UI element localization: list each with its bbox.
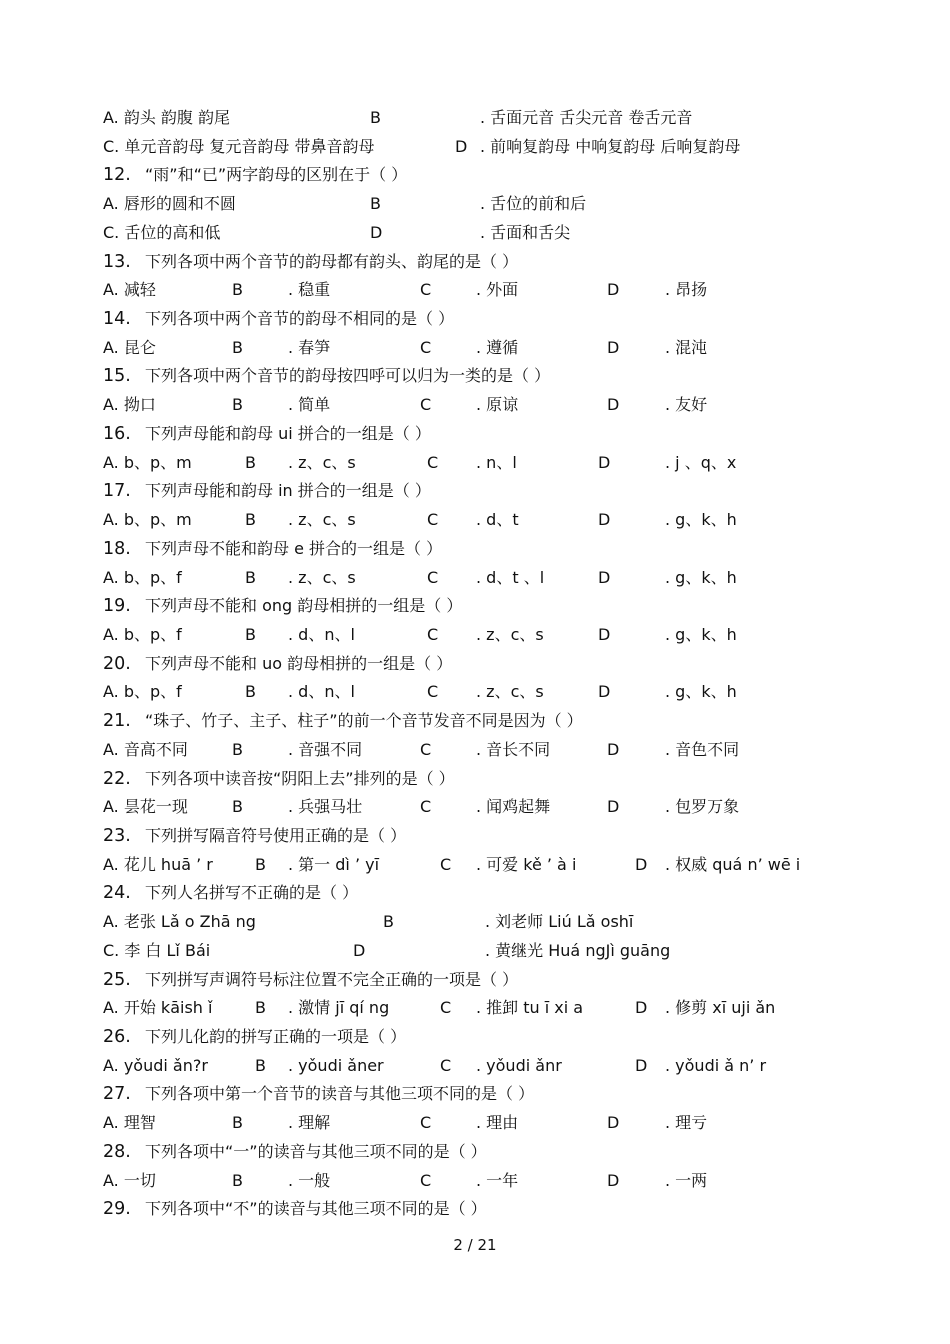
option-letter: D (455, 136, 468, 156)
option-text: . 理亏 (665, 1113, 708, 1133)
option-text: . g、k、h (665, 682, 737, 702)
question-line (0, 707, 950, 735)
option-text: . j 、q、x (665, 452, 737, 472)
option-text: . 理解 (288, 1113, 331, 1133)
option-line (0, 937, 950, 965)
option-text: . 原谅 (476, 395, 519, 415)
option-letter: B (245, 510, 256, 530)
option-letter: B (245, 567, 256, 587)
question-number: 13. (103, 251, 131, 272)
option-text: . 前响复韵母 中响复韵母 后响复韵母 (480, 136, 741, 156)
option-letter: D (353, 940, 366, 960)
option-text: A. 昙花一现 (103, 797, 188, 817)
option-line (0, 908, 950, 936)
option-letter: C (420, 395, 432, 415)
question-number: 16. (103, 423, 131, 444)
option-text: . 第一 dì ’ yī (288, 854, 380, 874)
option-text: . 混沌 (665, 337, 708, 357)
option-text: . d、t 、l (476, 567, 545, 587)
option-letter: D (607, 797, 620, 817)
option-line (0, 564, 950, 592)
question-number: 17. (103, 481, 131, 502)
option-line (0, 678, 950, 706)
question-number: 29. (103, 1199, 131, 1220)
question-text: “雨”和“已”两字韵母的区别在于（ ） (145, 165, 408, 185)
option-text: . 修剪 xī uji ǎn (665, 998, 776, 1018)
question-number: 26. (103, 1027, 131, 1048)
option-line (0, 190, 950, 218)
option-text: . 舌面和舌尖 (480, 222, 571, 242)
question-text: 下列各项中“一”的读音与其他三项不同的是（ ） (145, 1141, 487, 1161)
option-text: . g、k、h (665, 624, 737, 644)
option-text: . 稳重 (288, 280, 331, 300)
question-line (0, 765, 950, 793)
option-text: A. 一切 (103, 1170, 156, 1190)
option-letter: C (420, 739, 432, 759)
question-line (0, 592, 950, 620)
question-text: 下列声母能和韵母 in 拼合的一组是（ ） (145, 481, 431, 501)
question-line (0, 305, 950, 333)
option-letter: C (427, 624, 439, 644)
question-line (0, 966, 950, 994)
option-letter: D (598, 567, 611, 587)
question-line (0, 248, 950, 276)
option-text: . 舌面元音 舌尖元音 卷舌元音 (480, 108, 693, 127)
option-text: . z、c、s (288, 567, 356, 587)
option-letter: D (607, 739, 620, 759)
option-text: . g、k、h (665, 567, 737, 587)
option-text: . 昂扬 (665, 280, 708, 300)
option-letter: C (420, 797, 432, 817)
option-text: A. b、p、m (103, 452, 192, 472)
option-line (0, 334, 950, 362)
option-letter: B (370, 194, 381, 214)
question-text: 下列各项中两个音节的韵母按四呼可以归为一类的是（ ） (145, 366, 551, 386)
option-letter: C (420, 280, 432, 300)
option-letter: B (232, 395, 243, 415)
option-text: . 外面 (476, 280, 519, 300)
option-letter: B (232, 797, 243, 817)
option-letter: D (598, 510, 611, 530)
option-letter: D (607, 395, 620, 415)
option-line (0, 449, 950, 477)
option-letter: B (255, 1055, 266, 1075)
option-letter: C (440, 854, 452, 874)
option-letter: C (427, 567, 439, 587)
option-text: . d、n、l (288, 624, 355, 644)
question-text: 下列声母不能和 ong 韵母相拼的一组是（ ） (145, 596, 463, 616)
option-letter: D (598, 682, 611, 702)
option-letter: B (245, 452, 256, 472)
option-letter: D (635, 998, 648, 1018)
option-line (0, 621, 950, 649)
option-letter: D (635, 854, 648, 874)
option-letter: D (607, 1113, 620, 1133)
question-text: “珠子、竹子、主子、柱子”的前一个音节发音不同是因为（ ） (145, 711, 583, 731)
question-line (0, 1195, 950, 1223)
option-text: . 黄继光 Huá ngJì guāng (485, 940, 671, 960)
option-letter: C (420, 1170, 432, 1190)
option-text: . 权威 quá n’ wē i (665, 854, 801, 874)
option-text: A. 拗口 (103, 395, 156, 415)
option-text: . z、c、s (476, 624, 544, 644)
question-text: 下列声母能和韵母 ui 拼合的一组是（ ） (145, 423, 431, 443)
option-text: A. 减轻 (103, 280, 156, 300)
question-text: 下列人名拼写不正确的是（ ） (145, 883, 359, 903)
question-text: 下列声母不能和 uo 韵母相拼的一组是（ ） (145, 653, 453, 673)
question-text: 下列各项中读音按“阴阳上去”排列的是（ ） (145, 768, 455, 788)
option-letter: B (232, 1113, 243, 1133)
option-text: . 一两 (665, 1170, 708, 1190)
option-text: . 春笋 (288, 337, 331, 357)
option-text: . 激情 jī qí ng (288, 998, 390, 1018)
option-text: . n、l (476, 452, 517, 472)
question-number: 20. (103, 653, 131, 674)
option-letter: D (607, 337, 620, 357)
option-line (0, 133, 950, 161)
option-letter: D (370, 222, 383, 242)
question-text: 下列各项中“不”的读音与其他三项不同的是（ ） (145, 1199, 487, 1219)
option-text: . g、k、h (665, 510, 737, 530)
option-text: . 一年 (476, 1170, 519, 1190)
option-text: A. b、p、f (103, 682, 182, 702)
question-text: 下列拼写声调符号标注位置不完全正确的一项是（ ） (145, 969, 519, 989)
option-line (0, 736, 950, 764)
option-text: A. b、p、f (103, 624, 182, 644)
option-letter: D (598, 624, 611, 644)
option-line (0, 506, 950, 534)
question-text: 下列儿化韵的拼写正确的一项是（ ） (145, 1027, 407, 1047)
option-text: . 理由 (476, 1113, 519, 1133)
question-number: 18. (103, 538, 131, 559)
question-line (0, 650, 950, 678)
option-letter: C (427, 452, 439, 472)
question-number: 28. (103, 1141, 131, 1162)
option-text: . 音强不同 (288, 739, 363, 759)
question-number: 25. (103, 969, 131, 990)
question-text: 下列各项中两个音节的韵母都有韵头、韵尾的是（ ） (145, 251, 519, 271)
question-number: 23. (103, 826, 131, 846)
question-line (0, 161, 950, 189)
question-line (0, 477, 950, 505)
option-text: . 兵强马壮 (288, 797, 363, 817)
question-number: 12. (103, 165, 131, 186)
option-text: C. 单元音韵母 复元音韵母 带鼻音韵母 (103, 136, 375, 156)
question-text: 下列各项中两个音节的韵母不相同的是（ ） (145, 309, 455, 329)
question-line (0, 362, 950, 390)
question-number: 19. (103, 596, 131, 617)
option-letter: C (427, 510, 439, 530)
question-number: 15. (103, 366, 131, 387)
page-number: 2 / 21 (453, 1236, 497, 1254)
option-text: A. 花儿 huā ’ r (103, 854, 213, 874)
option-text: A. 唇形的圆和不圆 (103, 194, 236, 214)
option-text: . 简单 (288, 395, 331, 415)
option-letter: C (440, 1055, 452, 1075)
question-line (0, 420, 950, 448)
option-text: . 音长不同 (476, 739, 551, 759)
option-text: . 舌位的前和后 (480, 194, 587, 214)
question-line (0, 1080, 950, 1108)
option-letter: D (607, 280, 620, 300)
question-line (0, 879, 950, 907)
option-text: C. 舌位的高和低 (103, 222, 221, 242)
option-text: . d、t (476, 510, 519, 530)
option-text: A. b、p、f (103, 567, 182, 587)
option-letter: C (440, 998, 452, 1018)
option-text: A. 昆仑 (103, 337, 156, 357)
option-letter: B (255, 998, 266, 1018)
option-letter: C (420, 1113, 432, 1133)
option-text: . 闻鸡起舞 (476, 797, 551, 817)
option-line (0, 104, 950, 132)
option-line (0, 851, 950, 879)
option-letter: C (427, 682, 439, 702)
option-text: . 音色不同 (665, 739, 740, 759)
option-text: . 刘老师 Liú Lǎ oshī (485, 912, 634, 932)
option-letter: D (598, 452, 611, 472)
option-text: . 友好 (665, 395, 708, 415)
option-letter: B (232, 739, 243, 759)
option-text: . 包罗万象 (665, 797, 740, 817)
option-letter: B (255, 854, 266, 874)
option-letter: B (245, 624, 256, 644)
option-text: A. 音高不同 (103, 739, 188, 759)
option-line (0, 276, 950, 304)
option-text: . yǒudi ǎ n’ r (665, 1055, 767, 1075)
option-text: . z、c、s (288, 452, 356, 472)
option-letter: B (232, 280, 243, 300)
option-line (0, 391, 950, 419)
option-line (0, 1167, 950, 1195)
question-text: 下列各项中第一个音节的读音与其他三项不同的是（ ） (145, 1084, 535, 1104)
option-text: . 遵循 (476, 337, 519, 357)
option-letter: C (420, 337, 432, 357)
option-line (0, 1109, 950, 1137)
question-line (0, 822, 950, 850)
option-text: . 一般 (288, 1170, 331, 1190)
option-text: A. b、p、m (103, 510, 192, 530)
question-line (0, 1138, 950, 1166)
option-text: . 可爱 kě ’ à i (476, 854, 577, 874)
option-line (0, 994, 950, 1022)
option-letter: D (607, 1170, 620, 1190)
option-text: . 推卸 tu ī xi a (476, 998, 584, 1018)
option-text: C. 李 白 Lǐ Bái (103, 940, 211, 960)
option-letter: B (370, 108, 381, 127)
question-number: 27. (103, 1084, 131, 1105)
option-text: A. yǒudi ǎn?r (103, 1055, 208, 1075)
question-number: 21. (103, 711, 131, 732)
question-text: 下列声母不能和韵母 e 拼合的一组是（ ） (145, 538, 443, 558)
option-letter: B (232, 1170, 243, 1190)
option-letter: B (232, 337, 243, 357)
option-text: A. 理智 (103, 1113, 156, 1133)
question-number: 24. (103, 883, 131, 904)
option-line (0, 219, 950, 247)
question-line (0, 1023, 950, 1051)
option-text: . z、c、s (288, 510, 356, 530)
option-text: A. 韵头 韵腹 韵尾 (103, 108, 231, 127)
option-letter: D (635, 1055, 648, 1075)
option-letter: B (383, 912, 394, 932)
option-letter: B (245, 682, 256, 702)
option-text: . yǒudi ǎnr (476, 1055, 562, 1075)
option-text: A. 开始 kāish ǐ (103, 998, 213, 1018)
option-line (0, 793, 950, 821)
question-number: 14. (103, 309, 131, 330)
option-line (0, 1052, 950, 1080)
option-text: A. 老张 Lǎ o Zhā ng (103, 912, 256, 932)
option-text: . d、n、l (288, 682, 355, 702)
question-text: 下列拼写隔音符号使用正确的是（ ） (145, 826, 407, 845)
option-text: . yǒudi ǎner (288, 1055, 384, 1075)
question-line (0, 535, 950, 563)
question-number: 22. (103, 768, 131, 789)
option-text: . z、c、s (476, 682, 544, 702)
